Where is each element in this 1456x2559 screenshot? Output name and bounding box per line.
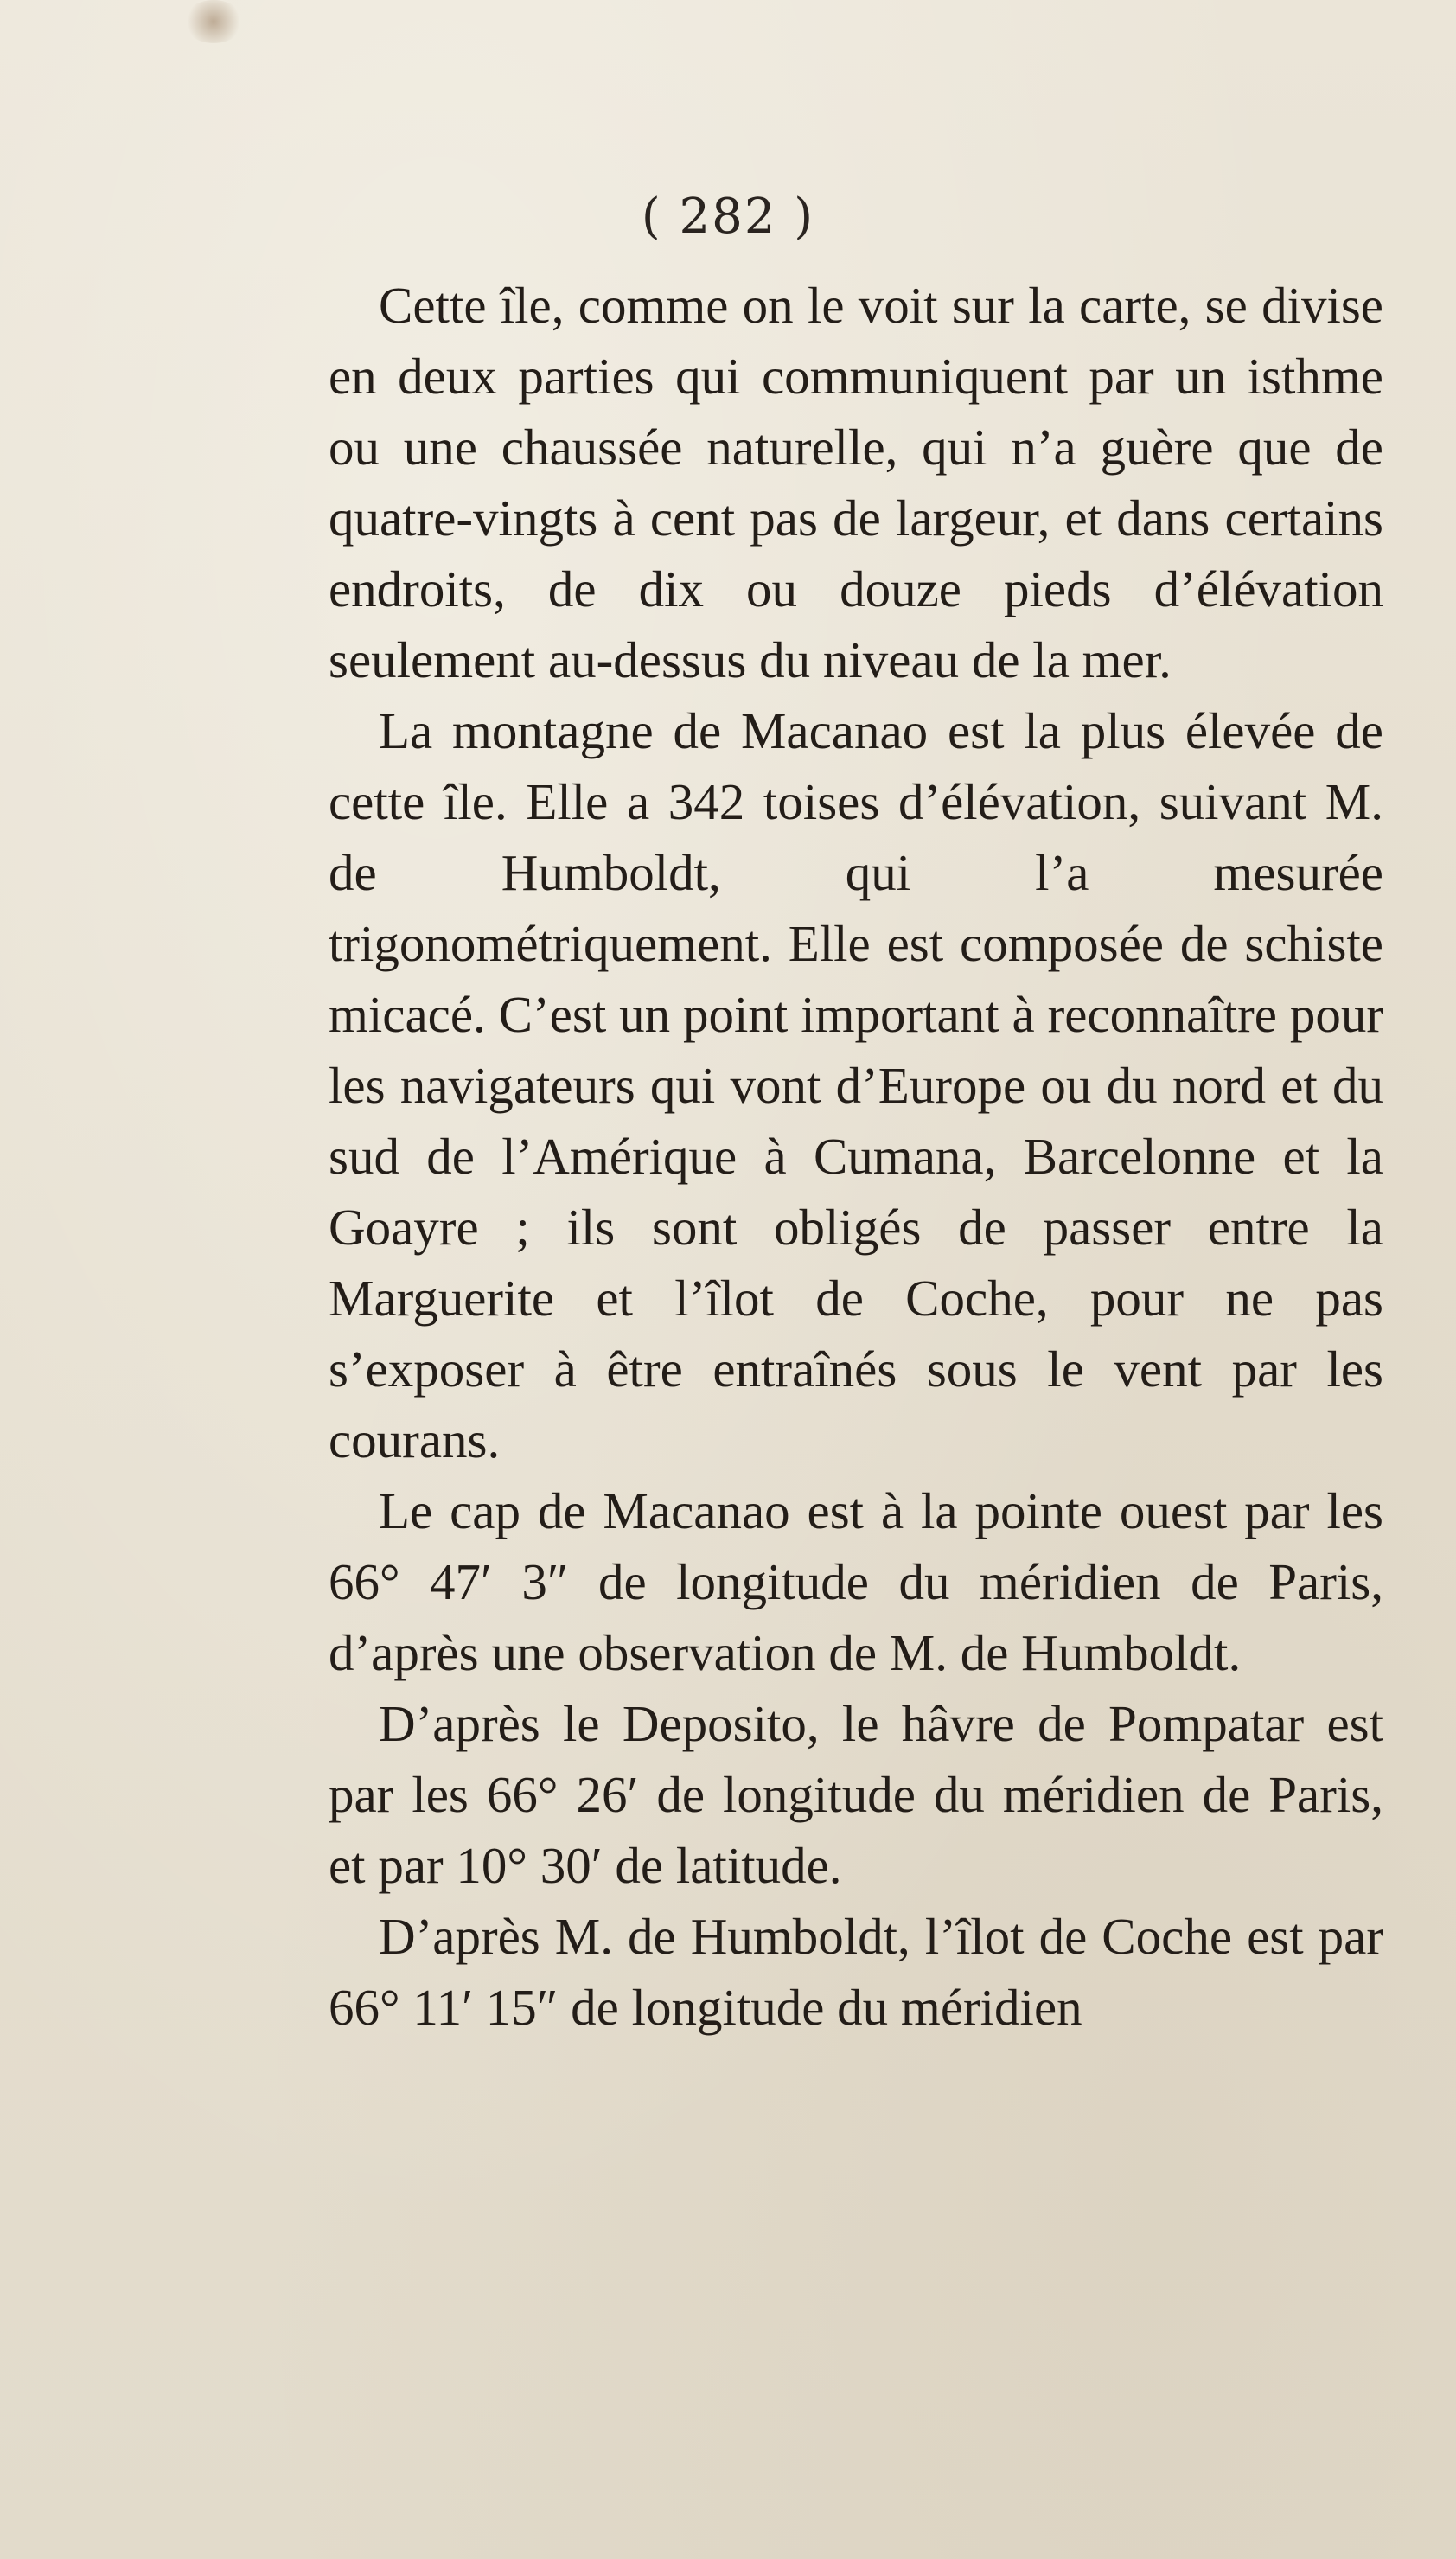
paper-stain [183,0,244,43]
paragraph: Cette île, comme on le voit sur la carte, se divise en deux parties qui communiquent par un isthme ou une chaussée naturelle, qui n’a guère que de quatre-vingts à cent pas de largeur, et dans certains endroits, de dix ou douze pieds d’élévation seulement au-dessus du niveau de la mer. [329,277,1383,688]
paragraph: La montagne de Macanao est la plus élevée de cette île. Elle a 342 toises d’élévation, suivant M. de Humboldt, qui l’a mesurée trigonométriquement. Elle est composée de schiste micacé. C’est un point important à reconnaître pour les navigateurs qui vont d’Europe ou du nord et du sud de l’Amérique à Cumana, Barcelonne et la Goayre ; ils sont obligés de passer entre la Marguerite et l’îlot de Coche, pour ne pas s’exposer à être entraînés sous le vent par les courans. [329,702,1383,1468]
body-text [329,270,1383,2043]
paragraph: D’après M. de Humboldt, l’îlot de Coche est par 66° 11′ 15″ de longitude du méridien [329,1908,1383,2036]
paragraph: D’après le Deposito, le hâvre de Pompatar est par les 66° 26′ de longitude du méridien de Paris, et par 10° 30′ de latitude. [329,1695,1383,1894]
paragraph: Le cap de Macanao est à la pointe ouest par les 66° 47′ 3″ de longitude du méridien de Paris, d’après une observation de M. de Humboldt. [329,1482,1383,1681]
page-number: ( 282 ) [641,189,815,245]
